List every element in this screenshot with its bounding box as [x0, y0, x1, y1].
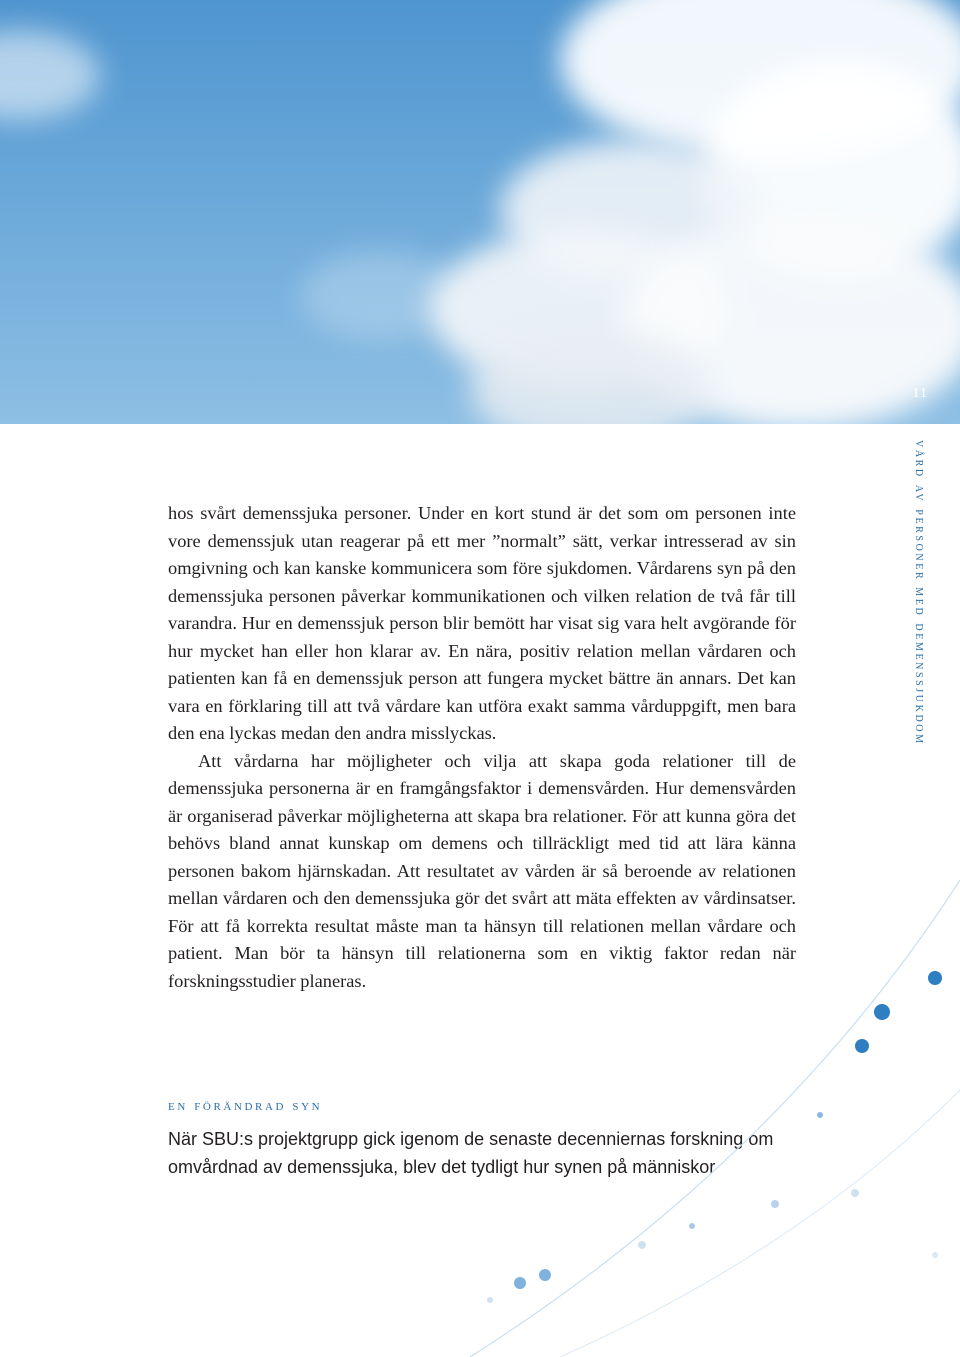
- decorative-dot: [932, 1252, 938, 1258]
- body-text: [168, 500, 796, 995]
- running-title: vård av personer med demenssjukdom: [912, 440, 927, 746]
- decorative-dot: [487, 1297, 493, 1303]
- section-text: När SBU:s projektgrupp gick igenom de senaste decenniernas forskning om omvårdnad av demenssjuka, blev det tydligt hur synen på människor: [168, 1129, 774, 1177]
- decorative-dot: [851, 1189, 859, 1197]
- section-heading: en förändrad syn: [168, 1098, 323, 1114]
- page-number: 11: [912, 386, 928, 401]
- paragraph: hos svårt demenssjuka personer. Under en kort stund är det som om personen inte vore demenssjuk utan reagerar på ett mer ”normalt” sätt, verkar intresserad av sin omgivning och kan kanske kommunicera som före sjukdomen. Vårdarens syn på den demenssjuka personen påverkar kommunikationen och vilken relation de två får till varandra. Hur en demenssjuk person blir bemött har visat sig vara helt avgörande för hur mycket han eller hon klarar av. En nära, positiv relation mellan vårdaren och patienten kan få en demenssjuk person att fungera mycket bättre än annars. Det kan vara en förklaring till att två vårdare kan utföra exakt samma vårduppgift, men bara den ena lyckas medan den andra misslyckas.: [168, 503, 796, 743]
- sky-photo: [0, 0, 960, 424]
- decorative-dot: [928, 971, 942, 985]
- decorative-dot: [638, 1241, 646, 1249]
- decorative-dot: [817, 1112, 823, 1118]
- decorative-dot: [874, 1004, 890, 1020]
- decorative-dot: [514, 1277, 526, 1289]
- paragraph: Att vårdarna har möjligheter och vilja att skapa goda relationer till de demenssjuka personerna är en framgångsfaktor i demensvården. Hur demensvården är organiserad påverkar möjligheterna att skapa bra relationer. För att kunna göra det behövs bland annat kunskap om demens och tillräckligt med tid att lära känna personen bakom hjärnskadan. Att resultatet av vården är så beroende av relationen mellan vårdaren och den demenssjuka gör det svårt att mäta effekten av vårdinsatser. För att få korrekta resultat måste man ta hänsyn till relationen mellan vårdare och patient. Man bör ta hänsyn till relationerna som en viktig faktor redan när forskningsstudier planeras.: [168, 750, 796, 991]
- decorative-dot: [771, 1200, 779, 1208]
- decorative-dot: [855, 1039, 869, 1053]
- decorative-dot: [689, 1223, 695, 1229]
- decorative-dot: [539, 1269, 551, 1281]
